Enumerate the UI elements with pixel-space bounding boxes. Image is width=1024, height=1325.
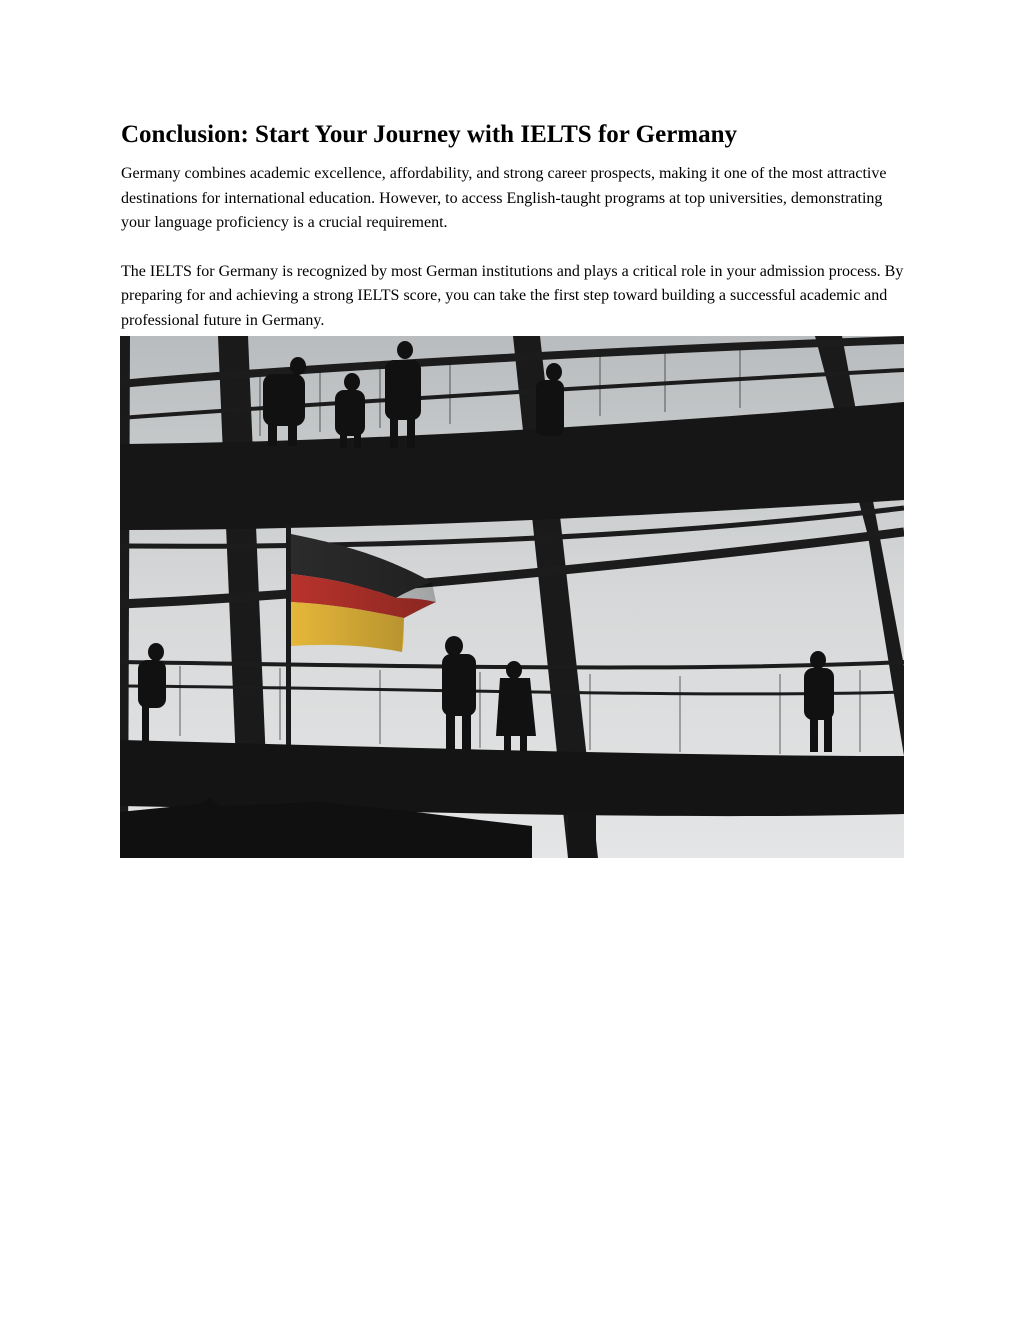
- page-heading: Conclusion: Start Your Journey with IELTS for Germany: [121, 121, 738, 148]
- content-column: [121, 117, 904, 333]
- paragraph-ielts: The IELTS for Germany is recognized by most German institutions and plays a critical role in your admission process. By preparing for and achieving a strong IELTS score, you can take the first step toward building a successful academic and professional future in Germany.: [121, 262, 904, 329]
- paragraph-intro: Germany combines academic excellence, affordability, and strong career prospects, making it one of the most attractive destinations for international education. However, to access English-taught programs at top universities, demonstrating your language proficiency is a crucial requirement.: [121, 165, 887, 231]
- reichstag-dome-photo: [120, 336, 904, 858]
